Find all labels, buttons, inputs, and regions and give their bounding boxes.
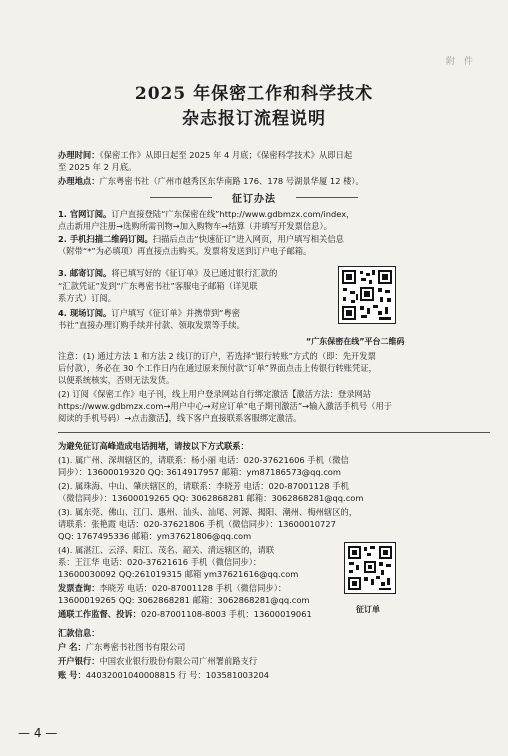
qr-code-online-platform	[338, 266, 396, 324]
contact-line: QQ: 1767495336 邮箱：ym37621806@qq.com	[58, 531, 252, 541]
section-divider	[58, 432, 490, 433]
doc-title-line2: 杂志报订流程说明	[182, 109, 326, 129]
note-line: https://www.gdbmzx.com→用户中心→对应订单“电子期刊激活”→输入激活手机号（用于	[58, 401, 393, 411]
method-line: 2. 手机扫描二维码订阅。扫描后点击“快速征订”进入网页，用户填写相关信息	[58, 234, 344, 244]
method-line: （附带“*”为必填项）再直接点击购买。发票将发送到订户电子邮箱。	[58, 246, 312, 256]
remit-title: 汇款信息：	[58, 628, 100, 638]
qr-code-icon	[345, 543, 395, 593]
section-title: 征订办法	[212, 190, 296, 205]
contact-line: （微信同步）：13600019265 QQ: 3062868281 邮箱：3062868281@qq.com	[58, 493, 364, 503]
contact-line: (1). 属广州、深圳辖区的，请联系：杨小丽 电话：020-37621606 手机（微信	[58, 455, 349, 465]
qr-code-icon	[339, 267, 395, 323]
contact-intro: 为避免征订高峰造成电话拥堵，请按以下方式联系：	[58, 441, 249, 451]
contact-line: 同步）：13600019320 QQ: 3614917957 邮箱：ym87186573@qq.com	[58, 467, 341, 477]
note-line: 注意：(1) 通过方法 1 和方法 2 线订的订户，若选择“银行转账”方式的（即：先开发票	[58, 351, 376, 361]
method-line: 点击新用户注册→选购所需刊物→加入购物车→结算（并填写开发票信息）。	[58, 221, 332, 231]
contact-line: 发票查询：李晓芳 电话：020-87001128 手机（微信同步）：	[58, 583, 287, 593]
doc-title-line1: 2025 年保密工作和科学技术	[134, 84, 374, 104]
remit-line: 户 名：广东粤密书社图书有限公司	[58, 642, 186, 652]
note-line: 后付款），务必在 30 个工作日内在通过原来预付款“订单”界面点击上传银行转账凭证，	[58, 363, 377, 373]
qr1-caption: “广东保密在线”平台二维码	[306, 337, 405, 346]
method-line: 4. 现场订阅。订户填写《征订单》并携带到“粤密	[58, 308, 241, 318]
method-line: “汇款凭证”发到“广东粤密书社”客服电子邮箱（详见联	[58, 281, 258, 291]
contact-line: 请联系：张艳霞 电话：020-37621806 手机（微信同步）：13600010727	[58, 519, 336, 529]
contact-line: (2). 属珠海、中山、肇庆辖区的，请联系：李晓芳 电话：020-87001128 手机	[58, 481, 349, 491]
remit-line: 账 号：44032001040008815 行 号：103581003204	[58, 670, 270, 680]
contact-line: 13600019265 QQ: 3062868281 邮箱：3062868281@qq.com	[58, 595, 310, 605]
contact-line: (4). 属湛江、云浮、阳江、茂名、韶关、清远辖区的，请联	[58, 545, 275, 555]
remit-line: 开户银行：中国农业银行股份有限公司广州署前路支行	[58, 656, 258, 666]
contact-line: 系：王江华 电话：020-37621616 手机（微信同步）：	[58, 557, 262, 567]
section-heading	[150, 190, 358, 204]
corner-mark: 附 件	[446, 57, 476, 67]
qr-code-order-form	[344, 542, 396, 594]
note-line: 以便系统核实，否则无法发货。	[58, 375, 175, 385]
intro-line: 至 2025 年 2 月底。	[58, 162, 137, 172]
page-number: — 4 —	[18, 726, 58, 740]
note-line: 阅读的手机号码）→点击激活】，线下客户直接联系客服绑定激活。	[58, 413, 302, 423]
intro-line: 办理时间：《保密工作》从即日起至 2025 年 4 月底；《保密科学技术》从即日起	[58, 150, 353, 160]
method-line: 系方式）订阅。	[58, 293, 117, 303]
contact-line: 通联工作监督、投诉：020-87001108-8003 手机：13600019061	[58, 609, 312, 619]
qr2-caption: 征订单	[356, 605, 380, 614]
contact-line: (3). 属东莞、佛山、江门、惠州、汕头、汕尾、河源、揭阳、潮州、梅州辖区的，	[58, 507, 358, 517]
method-line: 书社”直接办理订购手续并付款、领取发票等手续。	[58, 320, 245, 330]
method-line: 3. 邮寄订阅。将已填写好的《征订单》及已通过银行汇款的	[58, 268, 278, 278]
intro-line: 办理地点：广东粤密书社（广州市越秀区东华南路 176、178 号湖景华厦 12 楼）。	[58, 176, 364, 186]
method-line: 1. 官网订阅。订户直接登陆“广东保密在线”http://www.gdbmzx.com/index，	[58, 209, 355, 219]
contact-line: 13600030092 QQ:261019315 邮箱 ym37621616@qq.com	[58, 569, 299, 579]
note-line: (2) 订阅《保密工作》电子刊，线上用户登录网站自行绑定激活【激活方法：登录网站	[58, 389, 372, 399]
